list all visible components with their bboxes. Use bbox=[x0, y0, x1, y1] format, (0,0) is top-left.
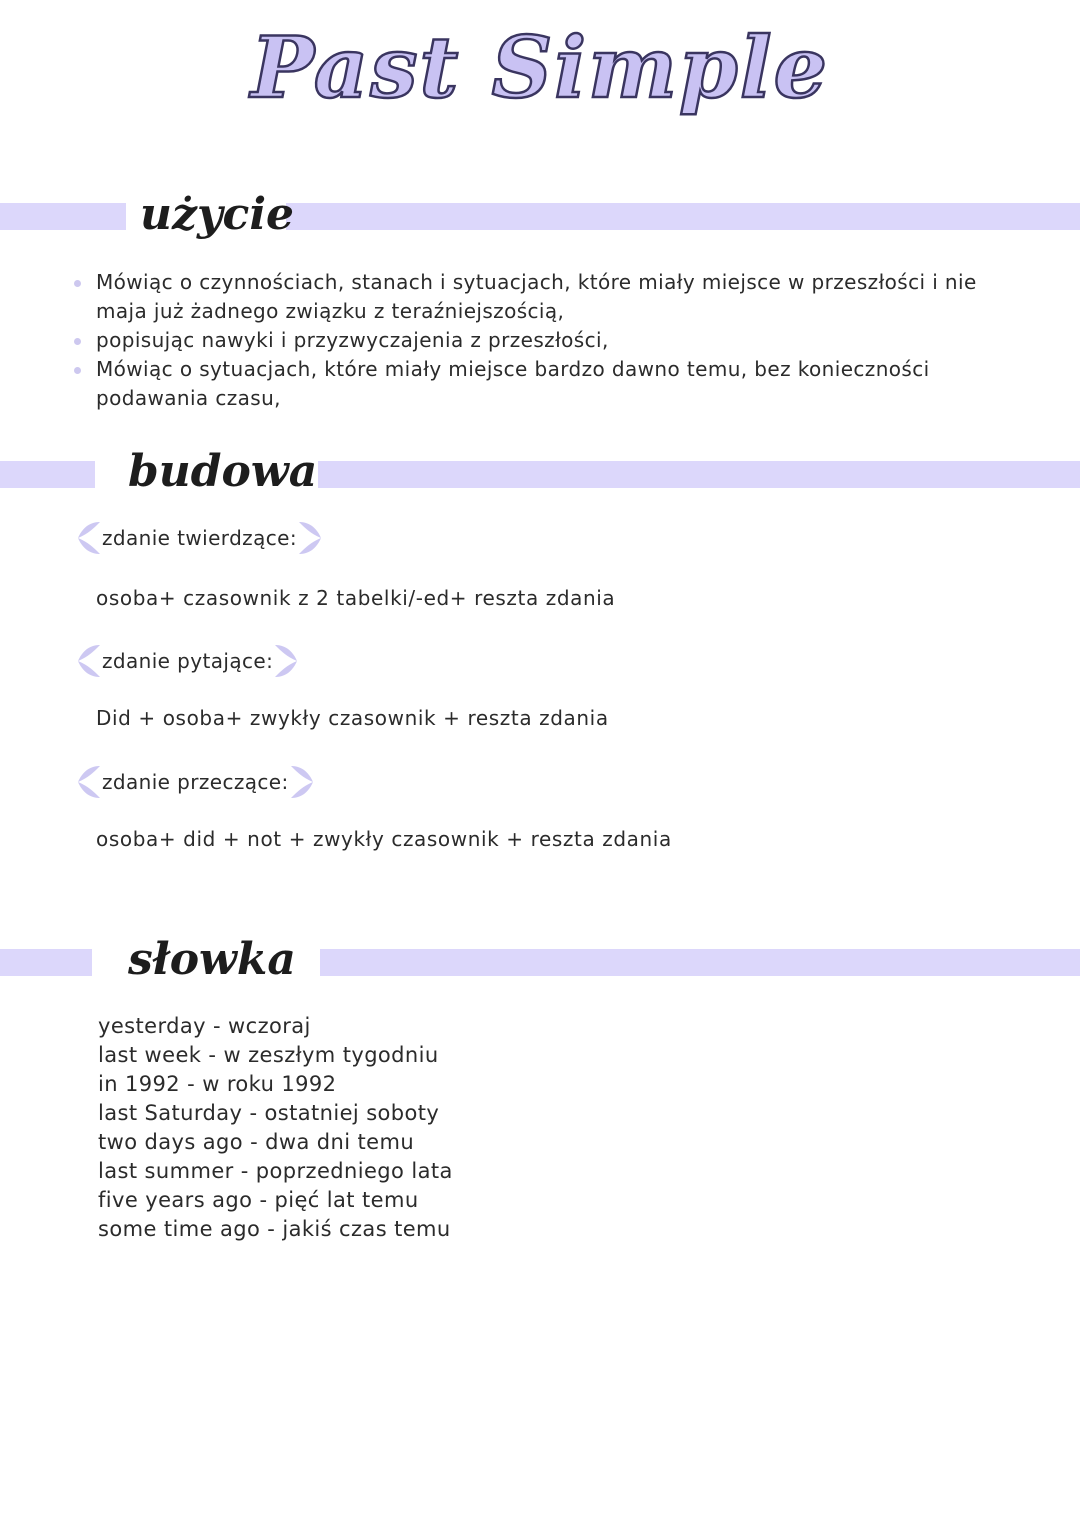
list-item: last week - w zeszłym tygodniu bbox=[98, 1043, 439, 1067]
heading-structure: budowa bbox=[128, 446, 318, 497]
list-item: popisując nawyki i przyzwyczajenia z przeszłości, bbox=[72, 326, 1032, 355]
sentence-type-label: zdanie pytające: bbox=[102, 649, 274, 673]
list-item: Mówiąc o czynnościach, stanach i sytuacjach, które miały miejsce w przeszłości i nie maja już żadnego związku z teraźniejszością, bbox=[72, 268, 1032, 326]
leaf-right-icon bbox=[273, 641, 299, 681]
formula-question: Did + osoba+ zwykły czasownik + reszta zdania bbox=[96, 706, 609, 730]
usage-list bbox=[72, 268, 1032, 413]
list-item: last summer - poprzedniego lata bbox=[98, 1159, 453, 1183]
formula-negative: osoba+ did + not + zwykły czasownik + reszta zdania bbox=[96, 827, 672, 851]
leaf-left-icon bbox=[76, 518, 102, 558]
page-title: Past Simple bbox=[250, 18, 830, 117]
sentence-type-label: zdanie twierdzące: bbox=[102, 526, 297, 550]
vocabulary-list bbox=[98, 1012, 453, 1244]
heading-vocabulary: słowka bbox=[128, 934, 296, 985]
leaf-right-icon bbox=[289, 762, 315, 802]
formula-affirmative: osoba+ czasownik z 2 tabelki/-ed+ reszta zdania bbox=[96, 586, 616, 610]
list-item: in 1992 - w roku 1992 bbox=[98, 1072, 337, 1096]
list-item: Mówiąc o sytuacjach, które miały miejsce bardzo dawno temu, bez konieczności podawania czasu, bbox=[72, 355, 1032, 413]
sentence-type-affirmative bbox=[76, 518, 323, 558]
leaf-left-icon bbox=[76, 762, 102, 802]
heading-usage: użycie bbox=[140, 189, 295, 240]
sentence-type-negative bbox=[76, 762, 315, 802]
list-item: five years ago - pięć lat temu bbox=[98, 1188, 419, 1212]
sentence-type-question bbox=[76, 641, 299, 681]
leaf-right-icon bbox=[297, 518, 323, 558]
list-item: some time ago - jakiś czas temu bbox=[98, 1217, 451, 1241]
list-item: two days ago - dwa dni temu bbox=[98, 1130, 415, 1154]
list-item: last Saturday - ostatniej soboty bbox=[98, 1101, 440, 1125]
sentence-type-label: zdanie przeczące: bbox=[102, 770, 289, 794]
leaf-left-icon bbox=[76, 641, 102, 681]
list-item: yesterday - wczoraj bbox=[98, 1014, 311, 1038]
